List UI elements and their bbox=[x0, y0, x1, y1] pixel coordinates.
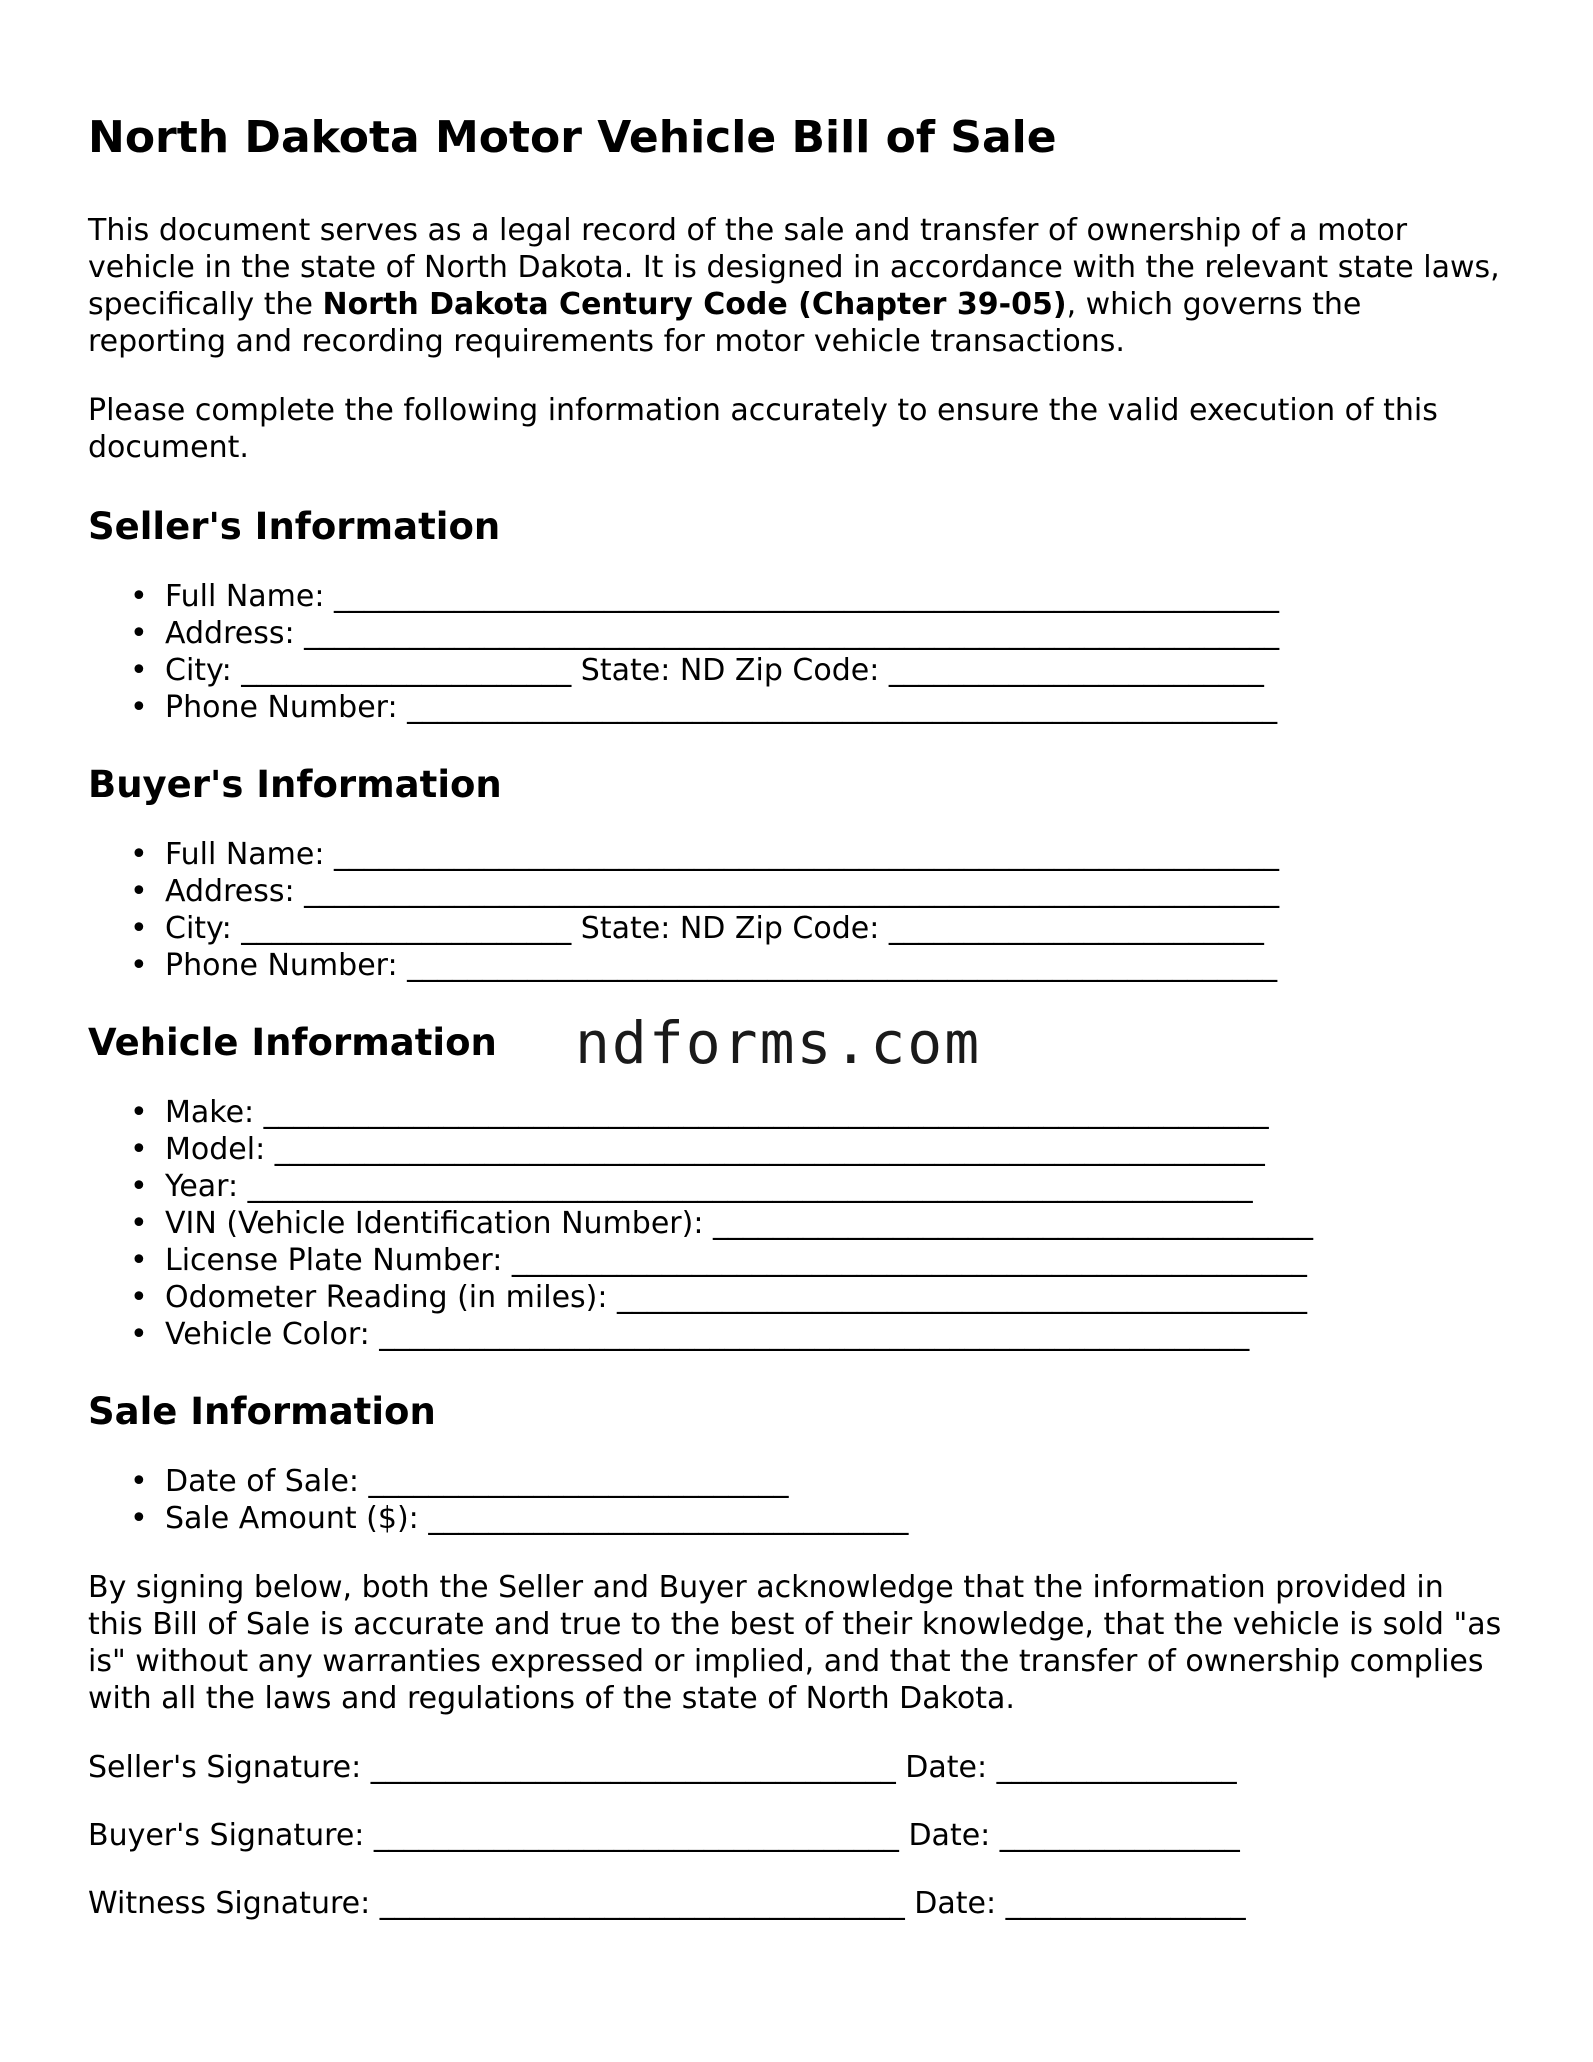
seller-city-state-zip-field[interactable]: • City: ______________________ State: ND Zip Code: _________________________ bbox=[88, 652, 1508, 689]
buyer-field-list bbox=[88, 836, 1508, 984]
seller-full-name-field[interactable]: • Full Name: _______________________________________________________________ bbox=[88, 578, 1508, 615]
seller-field-list bbox=[88, 578, 1508, 726]
intro-paragraph bbox=[88, 212, 1508, 360]
vehicle-heading-text: Vehicle Information bbox=[88, 1021, 497, 1064]
sale-date-field[interactable]: • Date of Sale: ____________________________ bbox=[88, 1463, 1508, 1500]
vehicle-field-list bbox=[88, 1094, 1508, 1353]
vehicle-year-field[interactable]: • Year: ___________________________________________________________________ bbox=[88, 1168, 1508, 1205]
buyer-full-name-field[interactable]: • Full Name: _______________________________________________________________ bbox=[88, 836, 1508, 873]
buyer-city-state-zip-field[interactable]: • City: ______________________ State: ND Zip Code: _________________________ bbox=[88, 910, 1508, 947]
vehicle-odometer-field[interactable]: • Odometer Reading (in miles): ______________________________________________ bbox=[88, 1279, 1508, 1316]
sale-amount-field[interactable]: • Sale Amount ($): ________________________________ bbox=[88, 1500, 1508, 1537]
buyer-section-heading: Buyer's Information bbox=[88, 763, 502, 806]
buyer-address-field[interactable]: • Address: _________________________________________________________________ bbox=[88, 873, 1508, 910]
instruction-paragraph: Please complete the following information accurately to ensure the valid execution of this document. bbox=[88, 393, 1438, 465]
vehicle-color-field[interactable]: • Vehicle Color: __________________________________________________________ bbox=[88, 1316, 1508, 1353]
vehicle-vin-field[interactable]: • VIN (Vehicle Identification Number): ________________________________________ bbox=[88, 1205, 1508, 1242]
sale-section-heading: Sale Information bbox=[88, 1390, 436, 1433]
acknowledgment-paragraph: By signing below, both the Seller and Buyer acknowledge that the information provided in this Bill of Sale is accurate and true to the best of their knowledge, that the vehicle is sold "as is" without any warranties expressed or implied, and that the transfer of ownership complies with all the laws and regulations of the state of North Dakota. bbox=[88, 1570, 1502, 1716]
page-title: North Dakota Motor Vehicle Bill of Sale bbox=[88, 112, 1057, 163]
bill-of-sale-document bbox=[88, 108, 1508, 1922]
seller-phone-field[interactable]: • Phone Number: __________________________________________________________ bbox=[88, 689, 1508, 726]
vehicle-model-field[interactable]: • Model: __________________________________________________________________ bbox=[88, 1131, 1508, 1168]
seller-signature-line[interactable]: Seller's Signature: ___________________________________ Date: ________________ bbox=[88, 1750, 1237, 1785]
vehicle-make-field[interactable]: • Make: ___________________________________________________________________ bbox=[88, 1094, 1508, 1131]
intro-legal-reference: North Dakota Century Code (Chapter 39-05) bbox=[322, 287, 1067, 322]
vehicle-plate-field[interactable]: • License Plate Number: _____________________________________________________ bbox=[88, 1242, 1508, 1279]
buyer-signature-line[interactable]: Buyer's Signature: ___________________________________ Date: ________________ bbox=[88, 1818, 1240, 1853]
intro-text-start: This document serves as a legal record of the sale and transfer of ownership of a motor vehicle in the state of North Dakota. It is designed in accordance with the relevant state laws, specifically the bbox=[88, 213, 1500, 322]
witness-signature-line[interactable]: Witness Signature: ___________________________________ Date: ________________ bbox=[88, 1886, 1246, 1921]
seller-address-field[interactable]: • Address: _________________________________________________________________ bbox=[88, 615, 1508, 652]
intro-text-end: , which governs the reporting and recording requirements for motor vehicle transactions. bbox=[88, 287, 1362, 359]
seller-section-heading: Seller's Information bbox=[88, 505, 501, 548]
sale-field-list bbox=[88, 1463, 1508, 1537]
vehicle-section-heading bbox=[88, 1009, 1508, 1077]
watermark-text: ndforms.com bbox=[575, 1009, 982, 1077]
buyer-phone-field[interactable]: • Phone Number: __________________________________________________________ bbox=[88, 947, 1508, 984]
